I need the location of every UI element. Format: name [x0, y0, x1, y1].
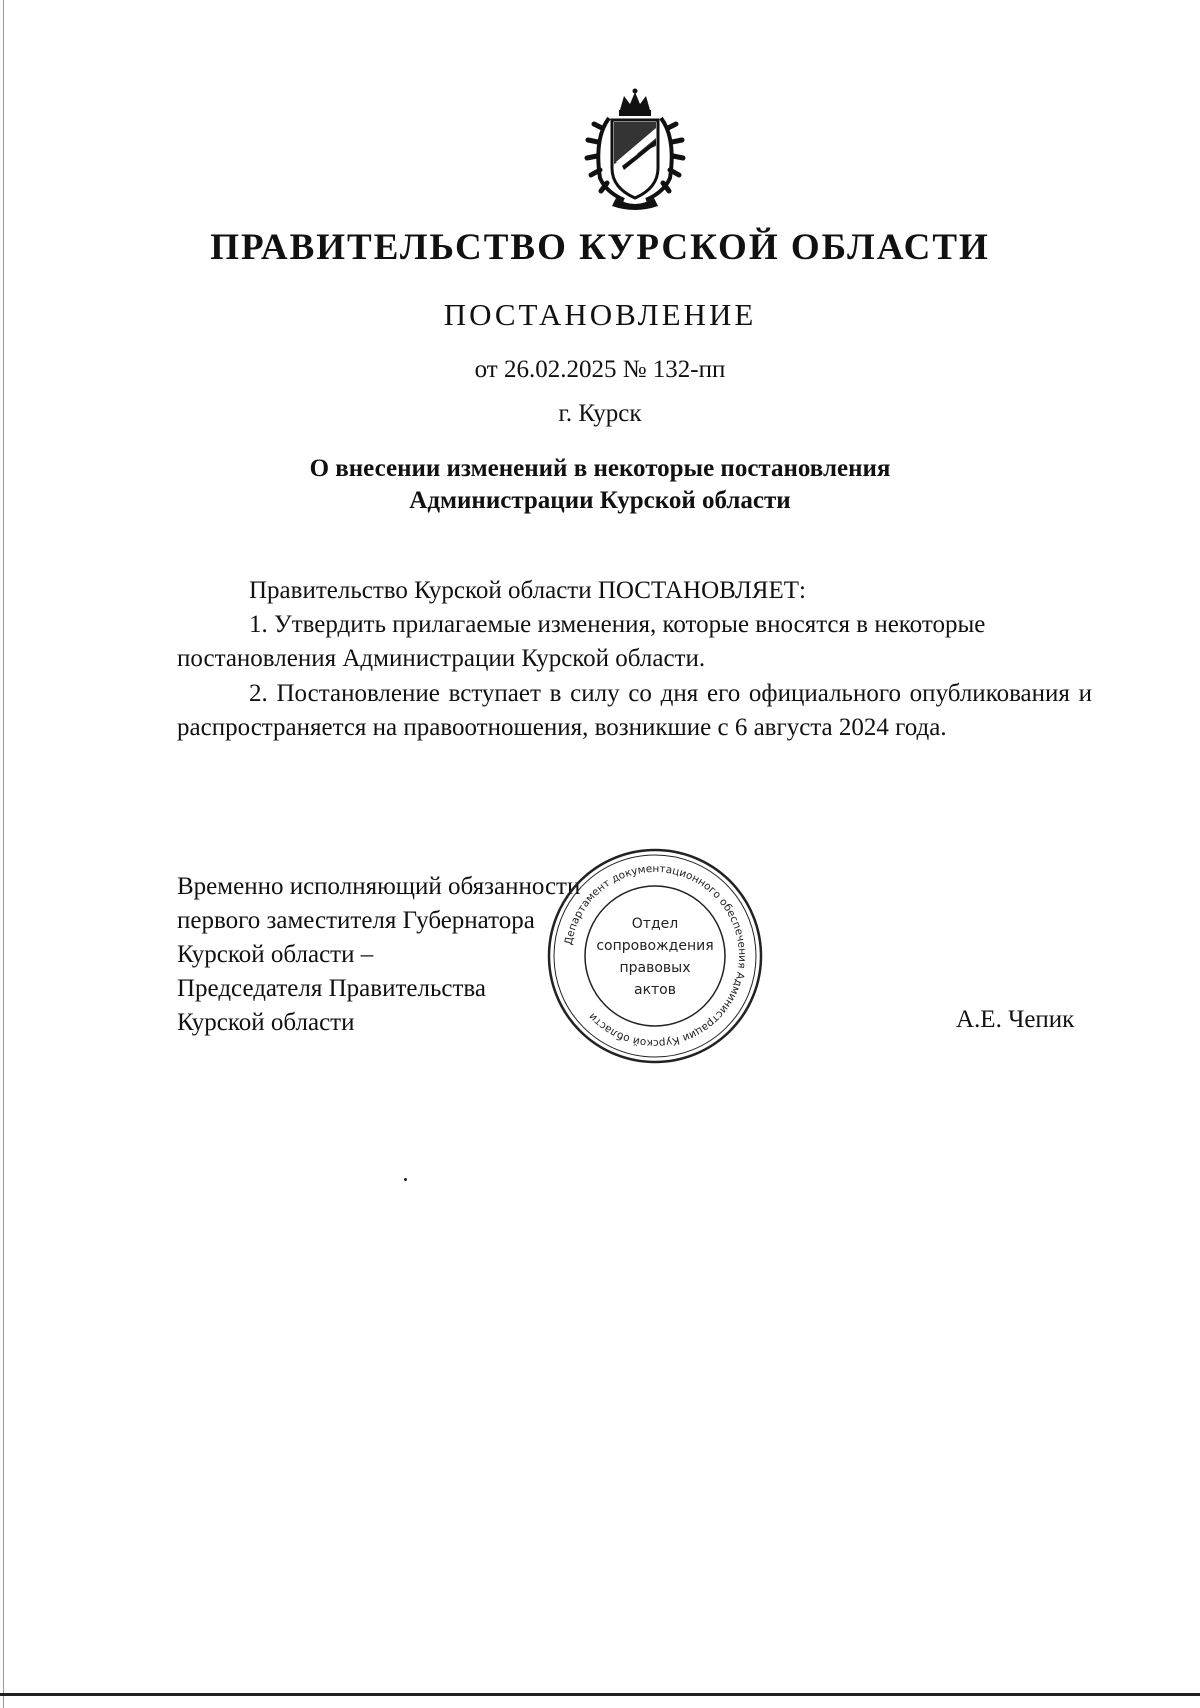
stamp-center-line: Отдел	[631, 916, 679, 932]
document-city: г. Курск	[558, 400, 642, 427]
signer-line: Курской области –	[177, 941, 374, 968]
document-subject	[0, 453, 1200, 517]
subject-line-1: О внесении изменений в некоторые постановления	[309, 455, 891, 482]
government-title: ПРАВИТЕЛЬСТВО КУРСКОЙ ОБЛАСТИ	[210, 227, 990, 268]
signer-line: первого заместителя Губернатора	[177, 907, 535, 934]
signer-position	[177, 870, 580, 1040]
stamp-center-line: правовых	[619, 960, 691, 976]
scan-bottom-edge	[0, 1693, 1200, 1696]
signer-line: Временно исполняющий обязанности	[177, 873, 581, 900]
subject-line-2: Администрации Курской области	[409, 487, 791, 514]
stamp-center-line: актов	[633, 982, 677, 998]
stamp-ring-text: Департамент документационного обеспечения Администрации Курской области	[562, 862, 749, 1050]
official-stamp	[545, 846, 765, 1066]
signer-line: Председателя Правительства	[177, 975, 486, 1002]
resolution-item-1: 1. Утвердить прилагаемые изменения, которые вносятся в некоторые постановления Администрации Курской области.	[177, 611, 986, 672]
preamble: Правительство Курской области ПОСТАНОВЛЯЕТ:	[249, 577, 806, 604]
signer-name: А.Е. Чепик	[956, 1006, 1075, 1033]
document-date-number: от 26.02.2025 № 132-пп	[474, 356, 726, 383]
signer-line: Курской области	[177, 1009, 355, 1036]
coat-of-arms-emblem	[576, 88, 694, 210]
document-type: ПОСТАНОВЛЕНИЕ	[443, 297, 757, 332]
resolution-item-2: 2. Постановление вступает в силу со дня его официального опубликования и распространяется на правоотношения, возникшие с 6 августа 2024 года.	[177, 680, 1092, 741]
stamp-center-line: сопровождения	[596, 938, 714, 954]
scan-speck	[404, 1178, 407, 1181]
